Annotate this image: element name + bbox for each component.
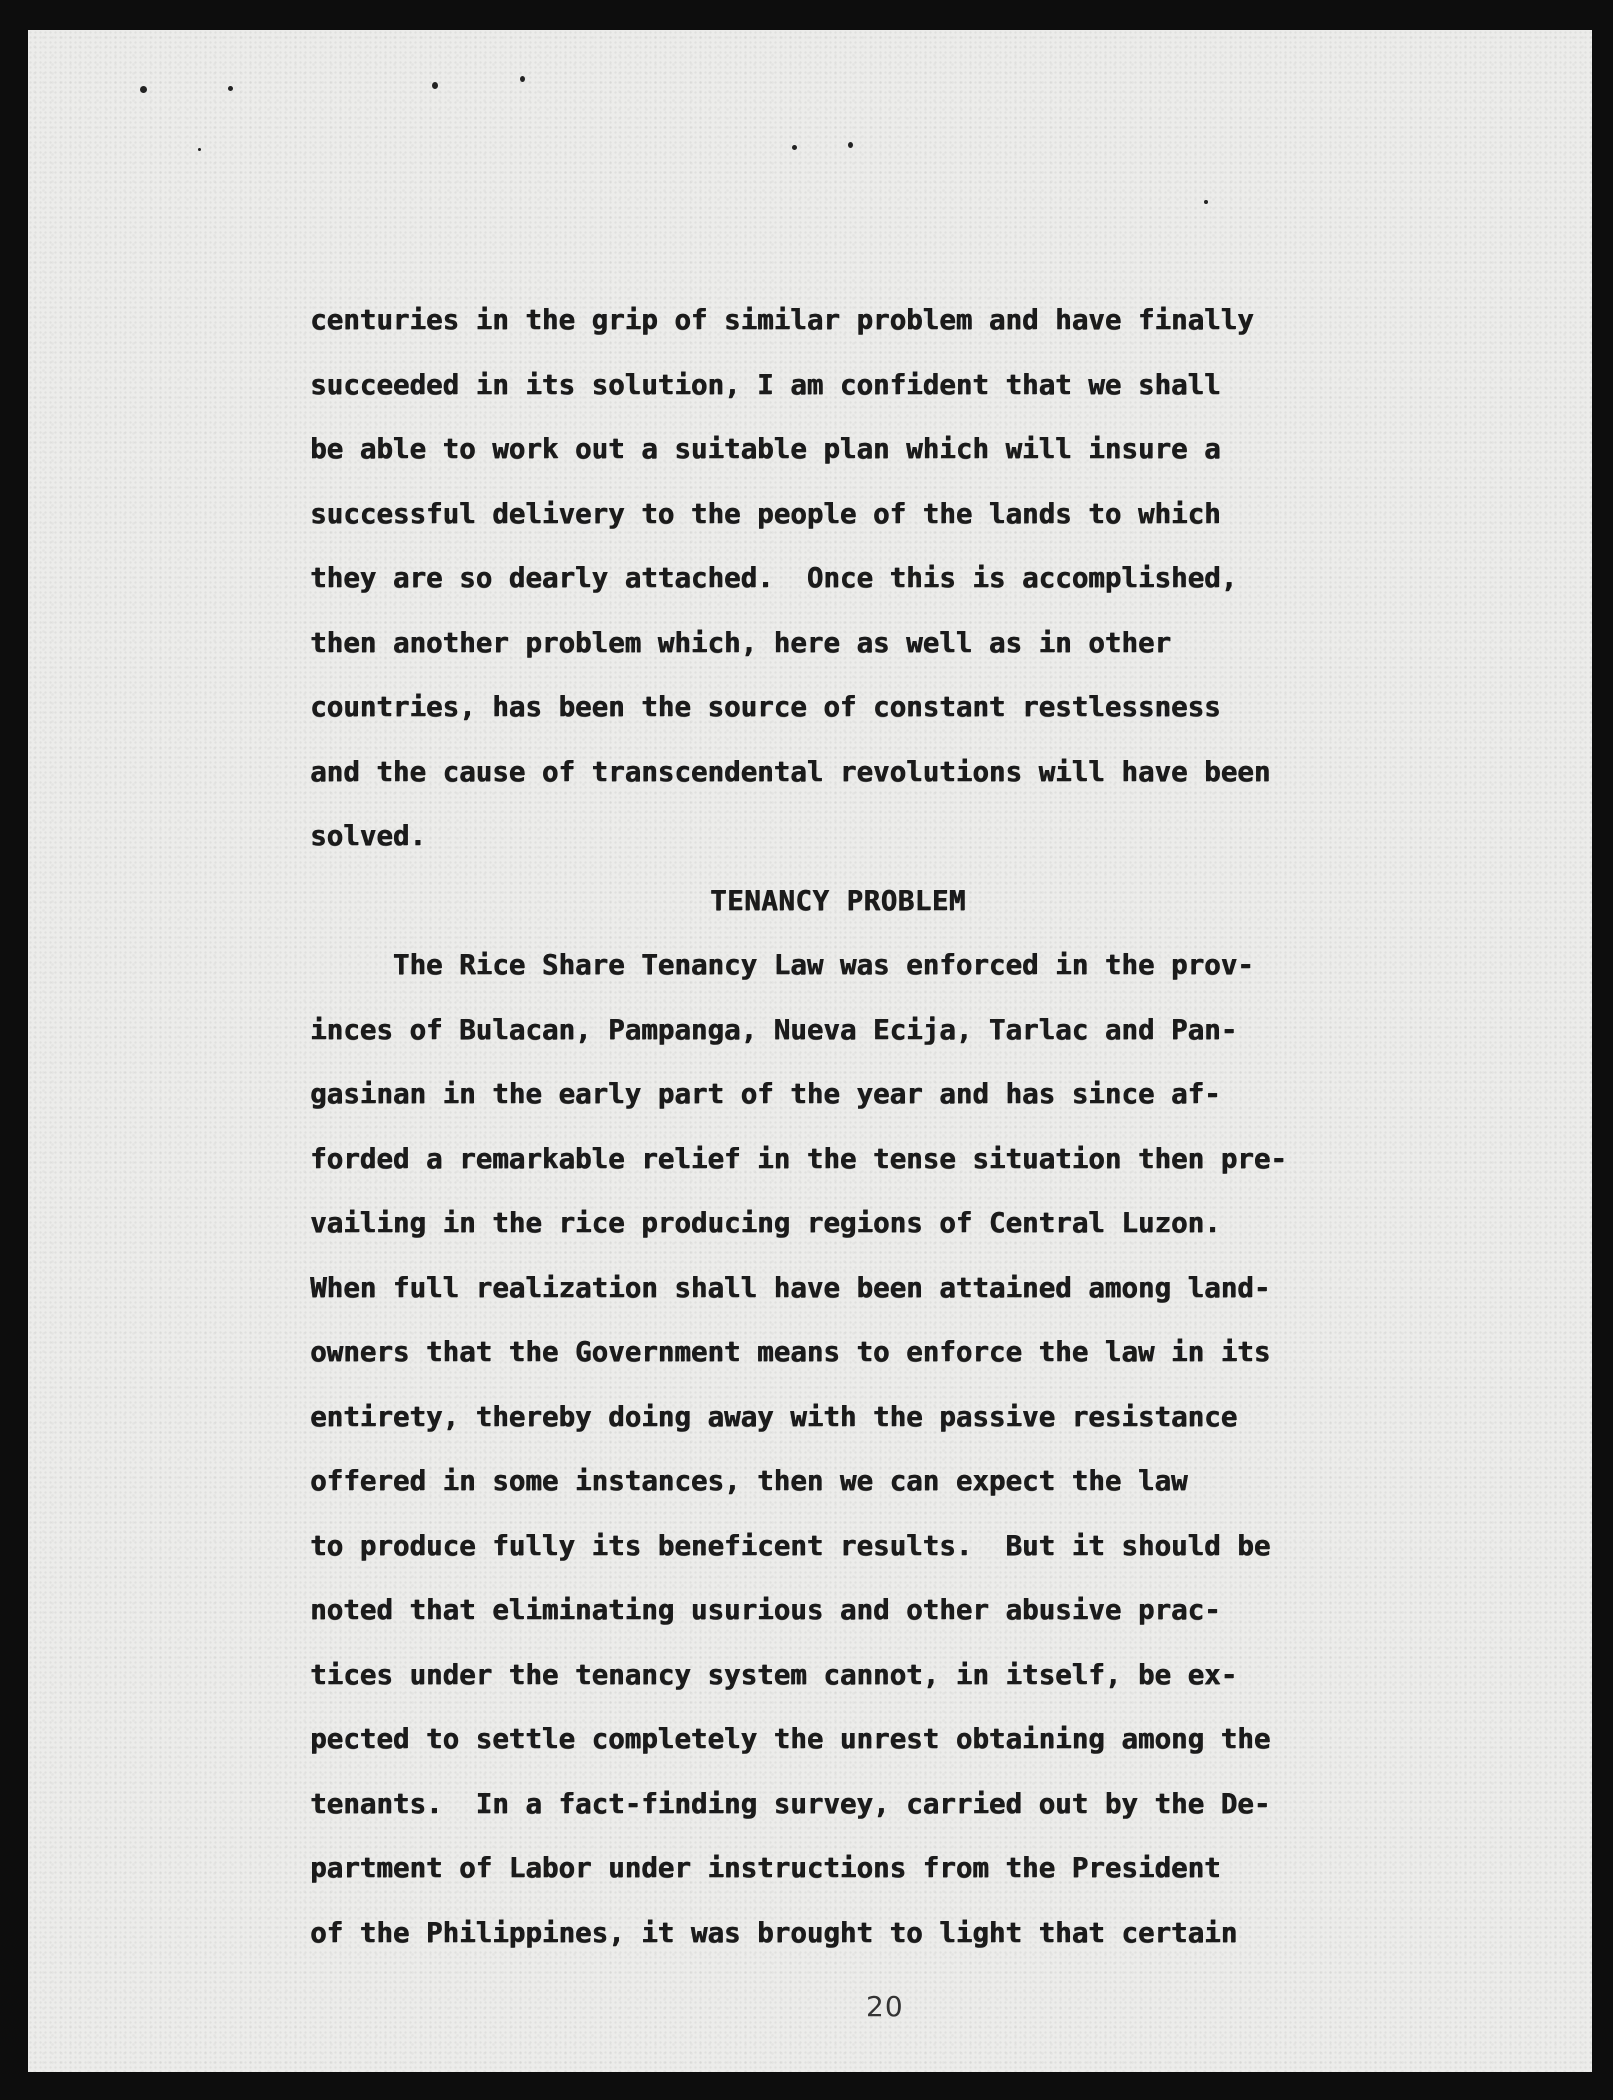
text-line: The Rice Share Tenancy Law was enforced in the prov- [310, 949, 1254, 981]
scan-speck [848, 142, 853, 148]
text-line: gasinan in the early part of the year and has since af- [310, 1078, 1221, 1110]
text-line: tenants. In a fact-finding survey, carried out by the De- [310, 1787, 1271, 1820]
text-line: vailing in the rice producing regions of Central Luzon. [310, 1207, 1221, 1239]
text-line: When full realization shall have been attained among land- [310, 1271, 1271, 1304]
text-line: noted that eliminating usurious and other abusive prac- [310, 1594, 1221, 1626]
scan-speck [792, 145, 797, 150]
text-line: be able to work out a suitable plan which will insure a [310, 433, 1221, 465]
text-line: of the Philippines, it was brought to light that certain [310, 1916, 1238, 1949]
text-line: tices under the tenancy system cannot, in itself, be ex- [310, 1658, 1238, 1691]
text-line: countries, has been the source of constant restlessness [310, 691, 1221, 723]
text-line: they are so dearly attached. Once this is accomplished, [310, 562, 1238, 594]
scan-speck [432, 82, 438, 89]
paper-sheet [28, 30, 1592, 2072]
text-line: and the cause of transcendental revolutions will have been [310, 755, 1271, 788]
section-heading: TENANCY PROBLEM [710, 884, 966, 917]
text-line: succeeded in its solution, I am confident that we shall [310, 368, 1221, 401]
page-number: 20 [866, 1990, 904, 2023]
text-line: inces of Bulacan, Pampanga, Nueva Ecija, Tarlac and Pan- [310, 1013, 1238, 1046]
scan-speck [228, 86, 233, 91]
text-line: to produce fully its beneficent results. But it should be [310, 1529, 1271, 1562]
scan-speck [520, 76, 525, 82]
text-line: entirety, thereby doing away with the passive resistance [310, 1400, 1238, 1433]
scan-speck [1204, 200, 1208, 204]
text-line: successful delivery to the people of the lands to which [310, 497, 1221, 530]
text-line: forded a remarkable relief in the tense situation then pre- [310, 1142, 1287, 1175]
paragraph-continued [310, 288, 1490, 869]
text-line: pected to settle completely the unrest obtaining among the [310, 1723, 1271, 1755]
text-line: owners that the Government means to enforce the law in its [310, 1336, 1271, 1368]
paragraph-tenancy [310, 933, 1490, 1965]
text-line: partment of Labor under instructions from the President [310, 1852, 1221, 1884]
text-line: centuries in the grip of similar problem and have finally [310, 304, 1254, 336]
text-line: then another problem which, here as well as in other [310, 626, 1171, 659]
scan-speck [140, 86, 147, 93]
text-line: solved. [310, 820, 426, 852]
text-line: offered in some instances, then we can expect the law [310, 1465, 1188, 1497]
document-body [310, 288, 1490, 1965]
scan-speck [198, 148, 201, 151]
